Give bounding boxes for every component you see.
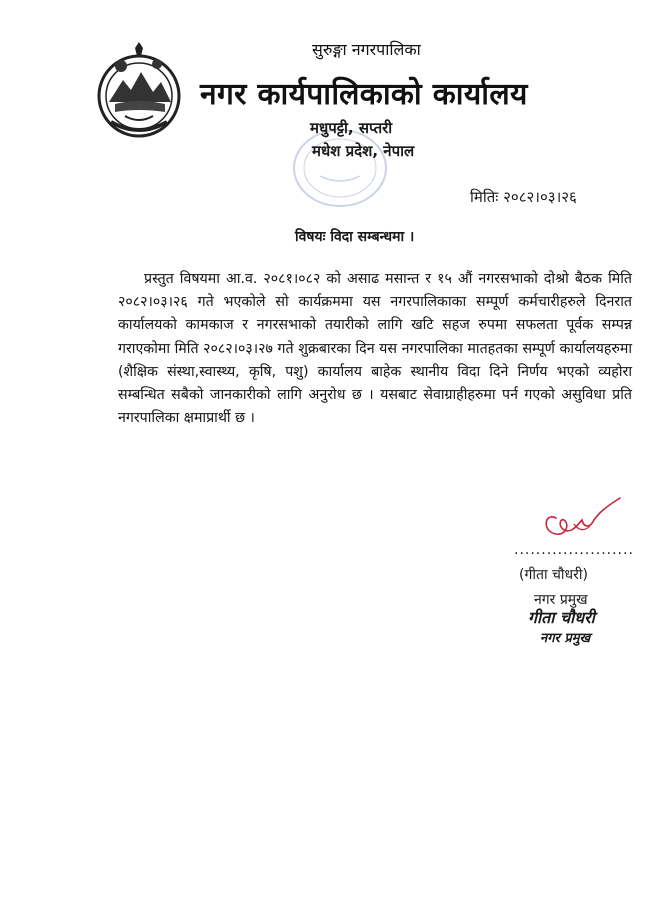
letter-body (118, 268, 632, 430)
letter-subject: विषयः विदा सम्बन्धमा । (295, 229, 415, 245)
office-title: नगर कार्यपालिकाको कार्यालय (200, 77, 528, 112)
municipality-name: सुरुङ्गा नगरपालिका (312, 40, 421, 59)
office-stamp (290, 126, 390, 210)
body-paragraph: प्रस्तुत विषयमा आ.व. २०८१।०८२ को असाढ मसान्त र १५ औं नगरसभाको दोश्रो बैठक मिति २०८२।०३।२६ गते भएकोले सो कार्यक्रममा यस नगरपालिकाका सम्पूर्ण कर्मचारीहरुले दिनरात कार्यालयको कामकाज र नगरसभाको तयारीको लागि खटि सहज रुपमा सफलता पूर्वक सम्पन्न गराएकोमा मिति २०८२।०३।२७ गते शुक्रबारका दिन यस नगरपालिका मातहतका सम्पूर्ण कार्यालयहरुमा (शैक्षिक संस्था,स्वास्थ्य, कृषि, पशु) कार्यालय बाहेक स्थानीय विदा दिने निर्णय भएको व्यहोरा सम्बन्धित सबैको जानकारीको लागि अनुरोध छ । यसबाट सेवाग्राहीहरुमा पर्न गएको असुविधा प्रति नगरपालिका क्षमाप्रार्थी छ । (118, 271, 632, 427)
signatory-name: (गीता चौधरी) (519, 567, 588, 583)
nepal-emblem-icon (95, 42, 183, 142)
signatory-stamp-title: नगर प्रमुख (540, 631, 591, 646)
signatory-stamp-name: गीता चौधरी (528, 608, 595, 627)
handwritten-signature (534, 494, 626, 546)
signature-line: ...................... (514, 542, 634, 558)
letter-date: मितिः २०८२।०३।२६ (470, 188, 577, 206)
address-line-1: मधुपट्टी, सप्तरी (310, 119, 393, 137)
address-line-2: मधेश प्रदेश, नेपाल (312, 142, 415, 160)
signatory-title: नगर प्रमुख (534, 592, 588, 608)
